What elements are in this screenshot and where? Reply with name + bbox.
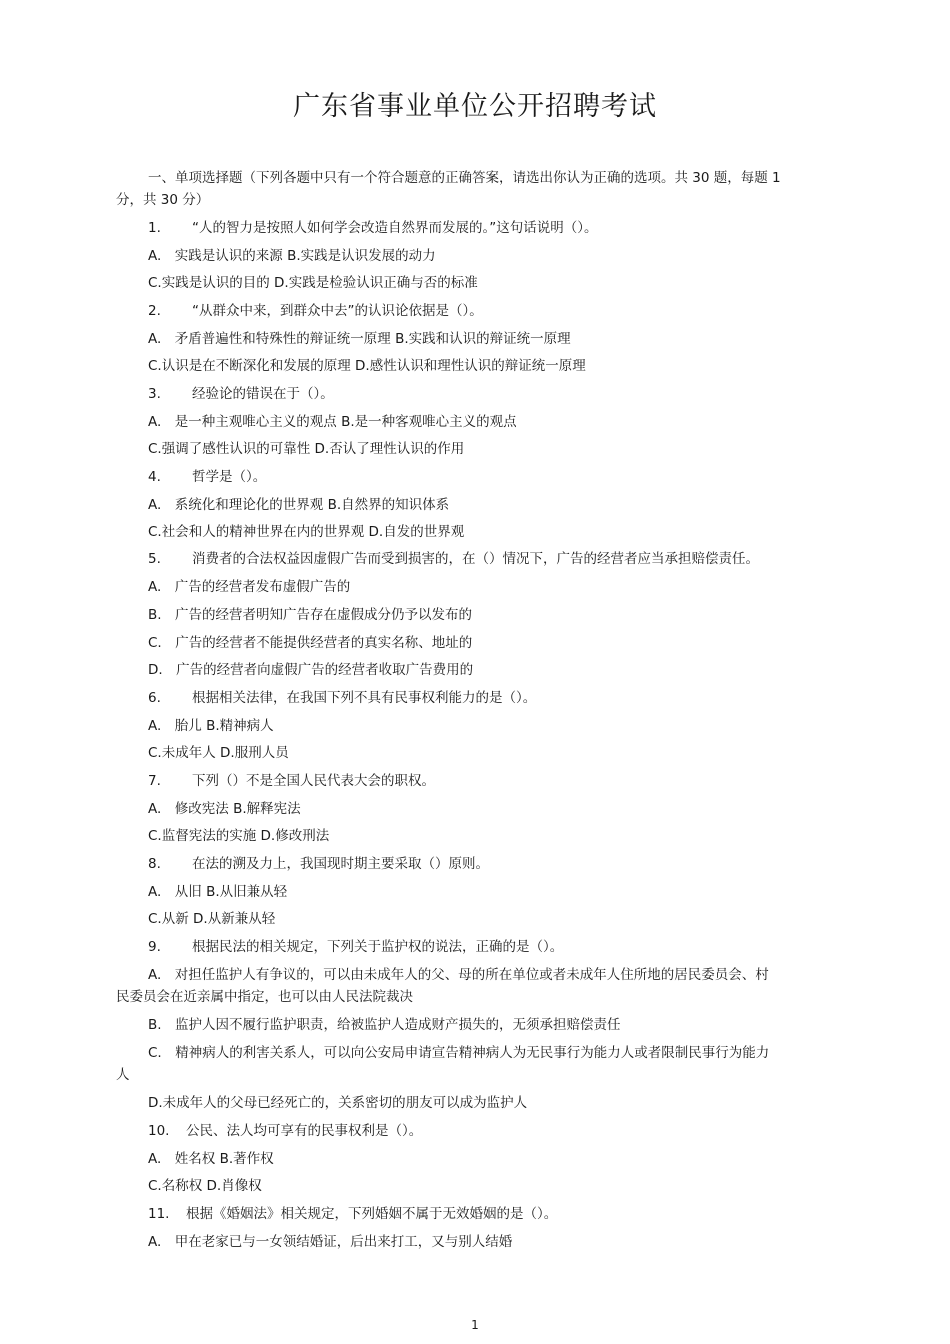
question-text: 公民、法人均可享有的民事权利是（）。	[186, 1123, 423, 1139]
option-line: C.监督宪法的实施 D.修改刑法	[148, 828, 330, 844]
question-number: 4.	[148, 469, 161, 485]
question-number: 1.	[148, 220, 161, 236]
option-line: A. 修改宪法 B.解释宪法	[148, 801, 301, 817]
section-intro-line-1: 一、单项选择题（下列各题中只有一个符合题意的正确答案，请选出你认为正确的选项。共 30 题，每题 1	[148, 170, 781, 186]
question-text: “从群众中来，到群众中去”的认识论依据是（）。	[192, 303, 483, 319]
option-line: A. 系统化和理论化的世界观 B.自然界的知识体系	[148, 497, 450, 513]
option-line: C.实践是认识的目的 D.实践是检验认识正确与否的标准	[148, 275, 478, 291]
option-line: A. 实践是认识的来源 B.实践是认识发展的动力	[148, 248, 436, 264]
option-line: C. 广告的经营者不能提供经营者的真实名称、地址的	[148, 635, 473, 651]
question-number: 2.	[148, 303, 161, 319]
question-number: 11.	[148, 1206, 170, 1222]
question-text: 下列（）不是全国人民代表大会的职权。	[192, 773, 435, 789]
question-number: 3.	[148, 386, 161, 402]
question-text: 哲学是（）。	[192, 469, 267, 485]
page-title: 广东省事业单位公开招聘考试	[293, 91, 657, 122]
option-line: B. 监护人因不履行监护职责，给被监护人造成财产损失的，无须承担赔偿责任	[148, 1017, 621, 1033]
question-number: 10.	[148, 1123, 170, 1139]
option-line: D.未成年人的父母已经死亡的，关系密切的朋友可以成为监护人	[148, 1095, 528, 1111]
option-line: A. 矛盾普遍性和特殊性的辩证统一原理 B.实践和认识的辩证统一原理	[148, 331, 571, 347]
option-line: A. 胎儿 B.精神病人	[148, 718, 274, 734]
question-text: 经验论的错误在于（）。	[192, 386, 334, 402]
question-number: 8.	[148, 856, 161, 872]
question-text: 根据民法的相关规定，下列关于监护权的说法，正确的是（）。	[192, 939, 564, 955]
question-text: 在法的溯及力上，我国现时期主要采取（）原则。	[192, 856, 489, 872]
option-line: C.名称权 D.肖像权	[148, 1178, 262, 1194]
question-number: 5.	[148, 551, 161, 567]
option-line: C.从新 D.从新兼从轻	[148, 911, 276, 927]
question-text: 消费者的合法权益因虚假广告而受到损害的，在（）情况下，广告的经营者应当承担赔偿责任。	[192, 551, 759, 567]
question-number: 7.	[148, 773, 161, 789]
option-line: A. 广告的经营者发布虚假广告的	[148, 579, 351, 595]
question-number: 6.	[148, 690, 161, 706]
question-text: 根据《婚姻法》相关规定，下列婚姻不属于无效婚姻的是（）。	[186, 1206, 558, 1222]
option-line: C.未成年人 D.服刑人员	[148, 745, 289, 761]
option-line-continuation: 民委员会在近亲属中指定，也可以由人民法院裁决	[116, 989, 413, 1005]
option-line: C.强调了感性认识的可靠性 D.否认了理性认识的作用	[148, 441, 465, 457]
option-line: A. 对担任监护人有争议的，可以由未成年人的父、母的所在单位或者未成年人住所地的居民委员会、村	[148, 967, 769, 983]
question-number: 9.	[148, 939, 161, 955]
option-line: A. 是一种主观唯心主义的观点 B.是一种客观唯心主义的观点	[148, 414, 517, 430]
question-text: 根据相关法律，在我国下列不具有民事权利能力的是（）。	[192, 690, 537, 706]
option-line: A. 从旧 B.从旧兼从轻	[148, 884, 288, 900]
option-line: D. 广告的经营者向虚假广告的经营者收取广告费用的	[148, 662, 474, 678]
option-line: B. 广告的经营者明知广告存在虚假成分仍予以发布的	[148, 607, 473, 623]
option-line-continuation: 人	[116, 1067, 130, 1083]
option-line: A. 姓名权 B.著作权	[148, 1151, 274, 1167]
option-line: C. 精神病人的利害关系人，可以向公安局申请宣告精神病人为无民事行为能力人或者限制民事行为能力	[148, 1045, 770, 1061]
option-line: A. 甲在老家已与一女领结婚证，后出来打工，又与别人结婚	[148, 1234, 513, 1250]
section-intro-line-2: 分，共 30 分）	[116, 192, 210, 208]
option-line: C.认识是在不断深化和发展的原理 D.感性认识和理性认识的辩证统一原理	[148, 358, 586, 374]
question-text: “人的智力是按照人如何学会改造自然界而发展的。”这句话说明（）。	[192, 220, 598, 236]
page-number: 1	[471, 1318, 479, 1332]
option-line: C.社会和人的精神世界在内的世界观 D.自发的世界观	[148, 524, 465, 540]
